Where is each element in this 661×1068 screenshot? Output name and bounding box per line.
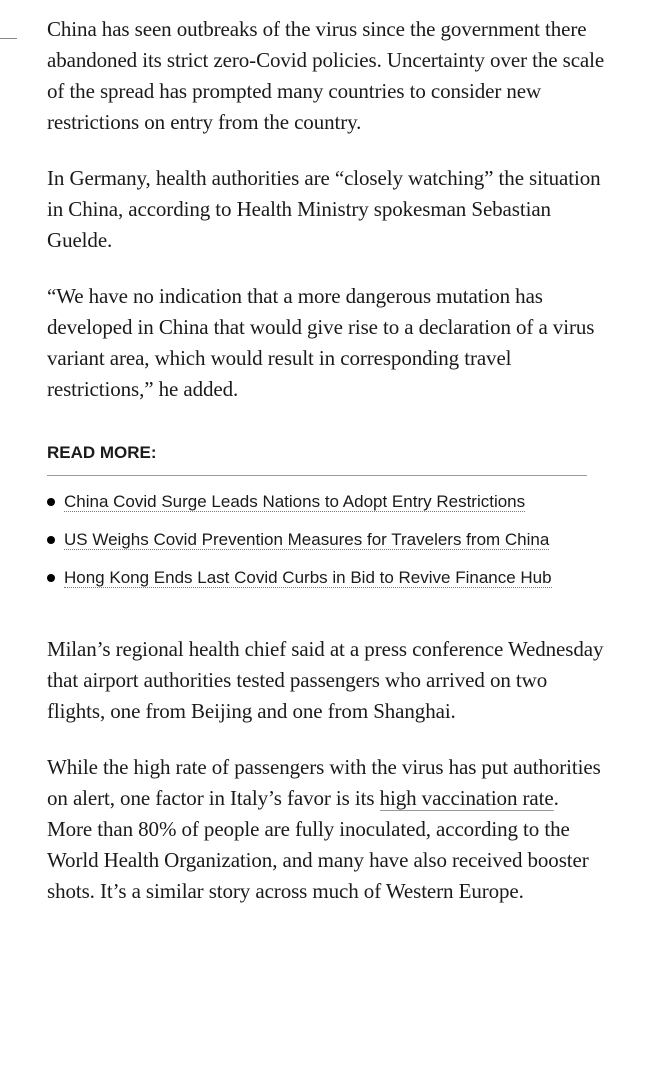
list-item — [47, 564, 587, 592]
paragraph-germany: In Germany, health authorities are “closely watching” the situation in China, according to Health Ministry spokesman Sebastian Guelde. — [47, 166, 601, 252]
read-more-list — [47, 488, 587, 592]
bullet-icon — [47, 536, 55, 544]
paragraph-vaccination-text-start: While the high rate of passengers with the virus has put authorities on alert, one factor in Italy’s favor is its — [47, 755, 601, 810]
left-edge-rule — [0, 38, 17, 39]
vaccination-rate-link[interactable]: high vaccination rate — [379, 786, 554, 810]
bullet-icon — [47, 498, 55, 506]
paragraph-vaccination — [47, 752, 607, 907]
article-body — [47, 14, 607, 932]
paragraph-vaccination-text-end: . More than 80% of people are fully inoculated, according to the World Health Organization, and many have also received booster shots. It’s a similar story across much of Western Europe. — [47, 786, 589, 903]
read-more-heading: READ MORE: — [47, 441, 587, 476]
read-more-link-entry-restrictions[interactable]: China Covid Surge Leads Nations to Adopt Entry Restrictions — [64, 492, 526, 511]
bullet-icon — [47, 574, 55, 582]
read-more-link-us-measures[interactable]: US Weighs Covid Prevention Measures for Travelers from China — [64, 530, 550, 549]
paragraph-quote: “We have no indication that a more dangerous mutation has developed in China that would give rise to a declaration of a virus variant area, which would result in corresponding travel restrictions,” he added. — [47, 284, 595, 401]
paragraph-china-outbreaks: China has seen outbreaks of the virus since the government there abandoned its strict zero-Covid policies. Uncertainty over the scale of the spread has prompted many countries to consider new restrictions on entry from the country. — [47, 17, 605, 134]
read-more-section — [47, 441, 587, 592]
read-more-link-hong-kong[interactable]: Hong Kong Ends Last Covid Curbs in Bid to Revive Finance Hub — [64, 568, 552, 587]
list-item — [47, 488, 587, 516]
paragraph-milan: Milan’s regional health chief said at a press conference Wednesday that airport authorities tested passengers who arrived on two flights, one from Beijing and one from Shanghai. — [47, 637, 604, 723]
list-item — [47, 526, 587, 554]
